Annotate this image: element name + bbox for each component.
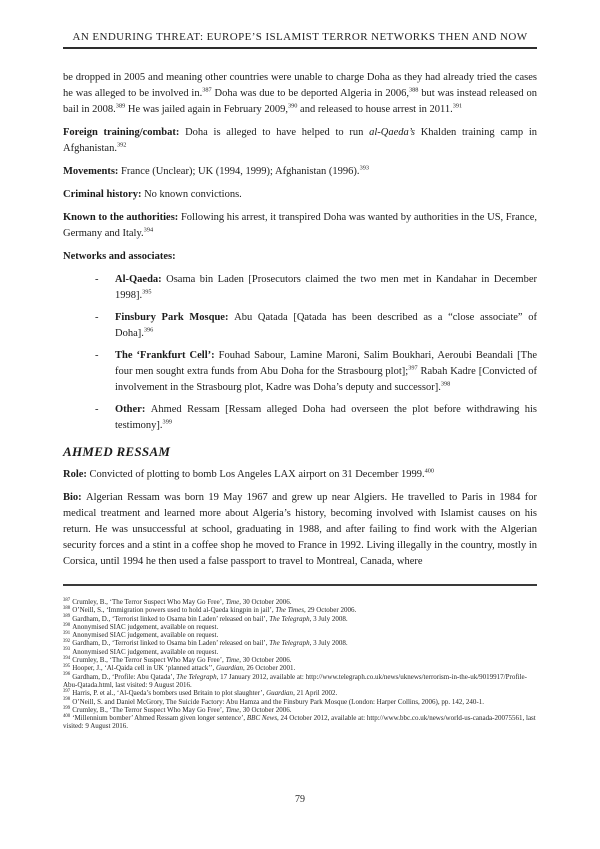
list-item-text: The ‘Frankfurt Cell’: Fouhad Sabour, Lamine Maroni, Salim Boukhari, Aeroubi Beandali [The four men sought extra funds from Abu Doha for the Strasbourg plot];$^{397}$ Rabah Kadre [Convicted of involvement in the Strasbourg plot, Kadre was Doha’s deputy and successor].$^{398}$ <box>115 350 537 393</box>
footnote-text: Anonymised SIAC judgement, available on request. <box>72 647 219 656</box>
paragraph-known-authorities: Known to the authorities: Following his arrest, it transpired Doha was wanted by authorities in the US, France, Germany and Italy.$^{394}$ <box>63 212 538 239</box>
footnote-text: Crumley, B., ‘The Terror Suspect Who May Go Free’, Time, 30 October 2006. <box>72 598 292 606</box>
footnote-text: Anonymised SIAC judgement, available on request. <box>72 622 219 631</box>
footnote-number: 393 <box>63 647 71 653</box>
footnote-number: 389 <box>63 614 71 620</box>
paragraph-role: Role: Convicted of plotting to bomb Los Angeles LAX airport on 31 December 1999.$^{400}$ <box>63 467 435 480</box>
footnote-text: Anonymised SIAC judgement, available on request. <box>72 631 219 640</box>
heading-networks-associates: Networks and associates: <box>63 251 176 262</box>
footnote-text: Harris, P. et al., ‘Al-Qaeda’s bombers used Britain to plot slaughter’, Guardian, 21 April 2002. <box>72 689 338 698</box>
footnote-number: 394 <box>63 655 71 661</box>
footnote-list <box>63 586 537 731</box>
paragraph-bio: Bio: Algerian Ressam was born 19 May 1967 and grew up near Algiers. He travelled to Paris in 1984 for medical treatment and learned more about Algeria’s history, becoming involved with Islamist causes on his return. He was unsuccessful at school, graduating in 1988, and after failing to find work with the Algerian security forces and a stint in a coffee shop he moved to France in 1992. Living illegally in the country, mostly in Corsica, until 1994 he then used a false passport to travel to Montreal, Canada, where <box>63 492 537 567</box>
running-header-title: AN ENDURING THREAT: EUROPE’S ISLAMIST TERROR NETWORKS THEN AND NOW <box>72 31 528 43</box>
footnote-text: ‘Millennium bomber’ Ahmed Ressam given longer sentence’, BBC News, 24 October 2012, available at: http://www.bbc.co.uk/news/world-us-canada-20075561, last visited: 9 August 2016. <box>63 714 536 731</box>
paragraph-foreign-training: Foreign training/combat: Doha is alleged to have helped to run al-Qaeda’s Khalden training camp in Afghanistan.$^{392}$ <box>63 127 537 154</box>
footnote-text: Gardham, D., ‘Profile: Abu Qatada’, The Telegraph, 17 January 2012, available at: http://www.telegraph.co.uk/news/uknews/terrorism-in-the-uk/9019917/Profile-Abu-Qatada.html, last visited: 9 August 2016. <box>63 672 527 689</box>
footnote-text: Gardham, D., ‘Terrorist linked to Osama bin Laden’ released on bail’, The Telegraph, 3 July 2008. <box>72 639 348 648</box>
footnote-number: 390 <box>63 622 71 628</box>
bullet-dash: - <box>95 350 99 361</box>
list-item-text: Finsbury Park Mosque: Abu Qatada [Qatada has been described as a “close associate” of Doha].$^{396}$ <box>115 312 537 339</box>
footnote <box>63 639 537 647</box>
footnotes-section <box>63 584 537 731</box>
footnote-number: 398 <box>63 697 71 703</box>
footnote <box>63 606 537 614</box>
footnote-number: 388 <box>63 605 71 611</box>
footnote <box>63 706 537 714</box>
list-item-finsbury-park-mosque <box>95 310 537 342</box>
footnote <box>63 623 537 631</box>
list-item-al-qaeda <box>95 272 537 304</box>
footnote-number: 391 <box>63 630 71 636</box>
footnote-number: 399 <box>63 705 71 711</box>
footnote <box>63 664 537 672</box>
bullet-dash: - <box>95 274 99 285</box>
footnote <box>63 698 537 706</box>
footnote-number: 392 <box>63 639 71 645</box>
list-item-other <box>95 402 537 434</box>
page-header <box>63 0 537 49</box>
paragraph-doha-release: be dropped in 2005 and meaning other countries were unable to charge Doha as they had already tried the cases he was alleged to be involved in.$^{387}$ Doha was due to be deported Algeria in 2006,$^{388}$ but was instead released on bail in 2008.$^{389}$ He was jailed again in February 2009,$^{390}$ and released to house arrest in 2011.$^{391}$ <box>63 72 537 115</box>
footnote-text: O’Neill, S. and Daniel McGrory, The Suicide Factory: Abu Hamza and the Finsbury Park Mosque (London: Harper Collins, 2006), pp. 142, 240-1. <box>72 697 484 706</box>
footnote-number: 396 <box>63 672 71 678</box>
footnote-text: Gardham, D., ‘Terrorist linked to Osama bin Laden’ released on bail’, The Telegraph, 3 July 2008. <box>72 614 348 623</box>
list-item-text: Other: Ahmed Ressam [Ressam alleged Doha had overseen the plot before withdrawing his testimony].$^{399}$ <box>115 404 537 431</box>
footnote-text: O’Neill, S., ‘Immigration powers used to hold al-Qaeda kingpin in jail’, The Times, 29 October 2006. <box>72 606 357 615</box>
footnote <box>63 673 537 690</box>
footnote <box>63 648 537 656</box>
footnote-number: 395 <box>63 664 71 670</box>
page-body <box>63 49 537 570</box>
footnote <box>63 714 537 731</box>
footnote-number: 400 <box>63 713 71 719</box>
bullet-dash: - <box>95 312 99 323</box>
page-number: 79 <box>295 794 305 805</box>
footnote <box>63 689 537 697</box>
section-heading-ahmed-ressam: AHMED RESSAM <box>63 444 171 459</box>
associates-list <box>95 272 537 434</box>
footnote <box>63 615 537 623</box>
footnote-text: Hooper, J., ‘Al-Qaida cell in UK ‘planned attack’’, Guardian, 26 October 2001. <box>72 664 296 673</box>
footnote-text: Crumley, B., ‘The Terror Suspect Who May Go Free’, Time, 30 October 2006. <box>72 705 292 714</box>
list-item-frankfurt-cell <box>95 348 537 396</box>
bullet-dash: - <box>95 404 99 415</box>
footnote-text: Crumley, B., ‘The Terror Suspect Who May Go Free’, Time, 30 October 2006. <box>72 656 292 665</box>
paragraph-criminal-history: Criminal history: No known convictions. <box>63 189 242 200</box>
footnote-number: 397 <box>63 688 71 694</box>
paragraph-movements: Movements: France (Unclear); UK (1994, 1999); Afghanistan (1996).$^{393}$ <box>63 164 370 177</box>
footnote-number: 387 <box>63 597 71 603</box>
list-item-text: Al-Qaeda: Osama bin Laden [Prosecutors claimed the two men met in Kandahar in December 1998].$^{395}$ <box>115 274 537 301</box>
